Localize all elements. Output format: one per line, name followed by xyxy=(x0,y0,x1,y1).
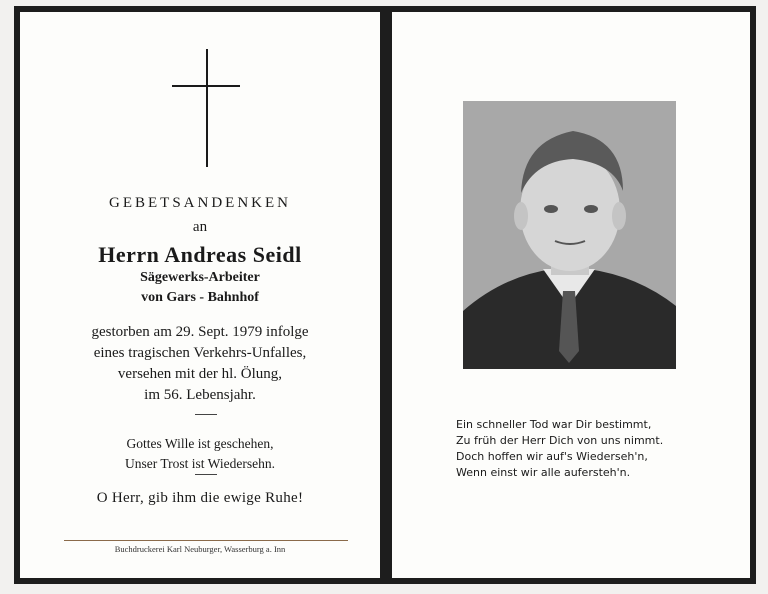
portrait-icon xyxy=(463,101,676,369)
poem-line: Wenn einst wir alle aufersteh'n. xyxy=(456,466,631,479)
poem-line: Ein schneller Tod war Dir bestimmt, xyxy=(456,418,652,431)
printer-credit: Buchdruckerei Karl Neuburger, Wasserburg a. Inn xyxy=(114,544,286,554)
divider xyxy=(195,414,217,415)
preposition-text: an xyxy=(192,219,208,235)
occupation: Sägewerks-Arbeiter xyxy=(140,270,260,285)
cross-icon xyxy=(206,49,208,167)
death-line: versehen mit der hl. Ölung, xyxy=(117,366,283,382)
poem-line: Zu früh der Herr Dich von uns nimmt. xyxy=(456,434,664,447)
verse-line: Unser Trost ist Wiedersehn. xyxy=(125,456,275,471)
portrait-photo xyxy=(463,101,676,369)
verse-line: Gottes Wille ist geschehen, xyxy=(126,436,274,451)
cross-icon-bar xyxy=(172,85,240,87)
divider xyxy=(195,474,217,475)
death-line: gestorben am 29. Sept. 1979 infolge xyxy=(91,324,309,340)
memorial-card-right xyxy=(386,6,756,584)
memorial-card-left xyxy=(14,6,386,584)
deceased-name: Herrn Andreas Seidl xyxy=(98,242,302,267)
verse xyxy=(20,434,380,474)
printer-divider xyxy=(64,540,348,541)
hometown: von Gars - Bahnhof xyxy=(141,290,259,305)
poem-line: Doch hoffen wir auf's Wiederseh'n, xyxy=(456,450,648,463)
death-notice xyxy=(20,322,380,406)
death-line: im 56. Lebensjahr. xyxy=(144,387,256,403)
card-heading: GEBETSANDENKEN xyxy=(109,195,291,211)
prayer-line: O Herr, gib ihm die ewige Ruhe! xyxy=(96,490,304,506)
death-line: eines tragischen Verkehrs-Unfalles, xyxy=(93,345,307,361)
poem xyxy=(456,417,663,481)
